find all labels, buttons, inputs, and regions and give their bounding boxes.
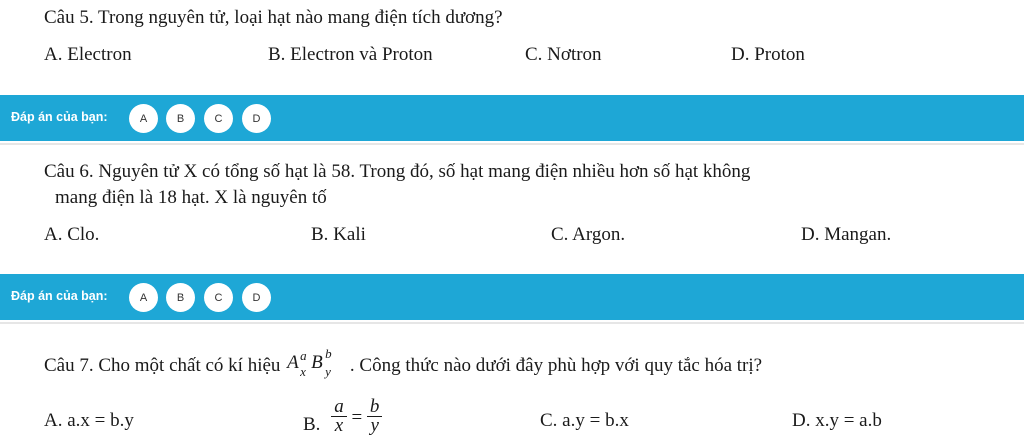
answer-bar-q6: [0, 274, 1024, 320]
q6-choice-a-button[interactable]: A: [129, 283, 158, 312]
q6-option-b: B. Kali: [311, 224, 366, 245]
q5-option-c: C. Nơtron: [525, 44, 602, 65]
q6-option-d: D. Mangan.: [801, 224, 892, 245]
q6-choice-d-button[interactable]: D: [242, 283, 271, 312]
q6-option-a: A. Clo.: [44, 224, 100, 245]
q5-option-d: D. Proton: [731, 44, 805, 65]
q7-option-c: C. a.y = b.x: [540, 410, 629, 431]
separator: [0, 143, 1024, 145]
q7-option-b: B. $\frac{a}{x}$ = $\frac{b}{y}$: [303, 398, 382, 436]
q5-choice-c-button[interactable]: C: [204, 104, 233, 133]
q6-choice-b-button[interactable]: B: [166, 283, 195, 312]
answer-label: Đáp án của bạn:: [11, 110, 108, 124]
question-5-text: Câu 5. Trong nguyên tử, loại hạt nào mang điện tích dương?: [44, 7, 503, 28]
q5-choice-d-button[interactable]: D: [242, 104, 271, 133]
q6-choice-c-button[interactable]: C: [204, 283, 233, 312]
q7-text-before: Câu 7. Cho một chất có kí hiệu: [44, 355, 281, 376]
q7-option-d: D. x.y = a.b: [792, 410, 882, 431]
q5-choice-a-button[interactable]: A: [129, 104, 158, 133]
q7-chemical-symbol: A a x B b y: [287, 346, 332, 379]
q5-option-a: A. Electron: [44, 44, 132, 65]
q5-choice-b-button[interactable]: B: [166, 104, 195, 133]
question-7-text: [44, 346, 763, 379]
q7-option-a: A. a.x = b.y: [44, 410, 134, 431]
q7-text-after: . Công thức nào dưới đây phù hợp với quy tắc hóa trị?: [349, 355, 763, 376]
answer-label: Đáp án của bạn:: [11, 289, 108, 303]
answer-bar-q5: [0, 95, 1024, 141]
question-6-text-line1: Câu 6. Nguyên tử X có tổng số hạt là 58. Trong đó, số hạt mang điện nhiều hơn số hạt không: [44, 161, 751, 182]
q5-option-b: B. Electron và Proton: [268, 44, 433, 65]
q6-option-c: C. Argon.: [551, 224, 626, 245]
question-6-text-line2: mang điện là 18 hạt. X là nguyên tố: [55, 187, 327, 208]
separator: [0, 322, 1024, 324]
